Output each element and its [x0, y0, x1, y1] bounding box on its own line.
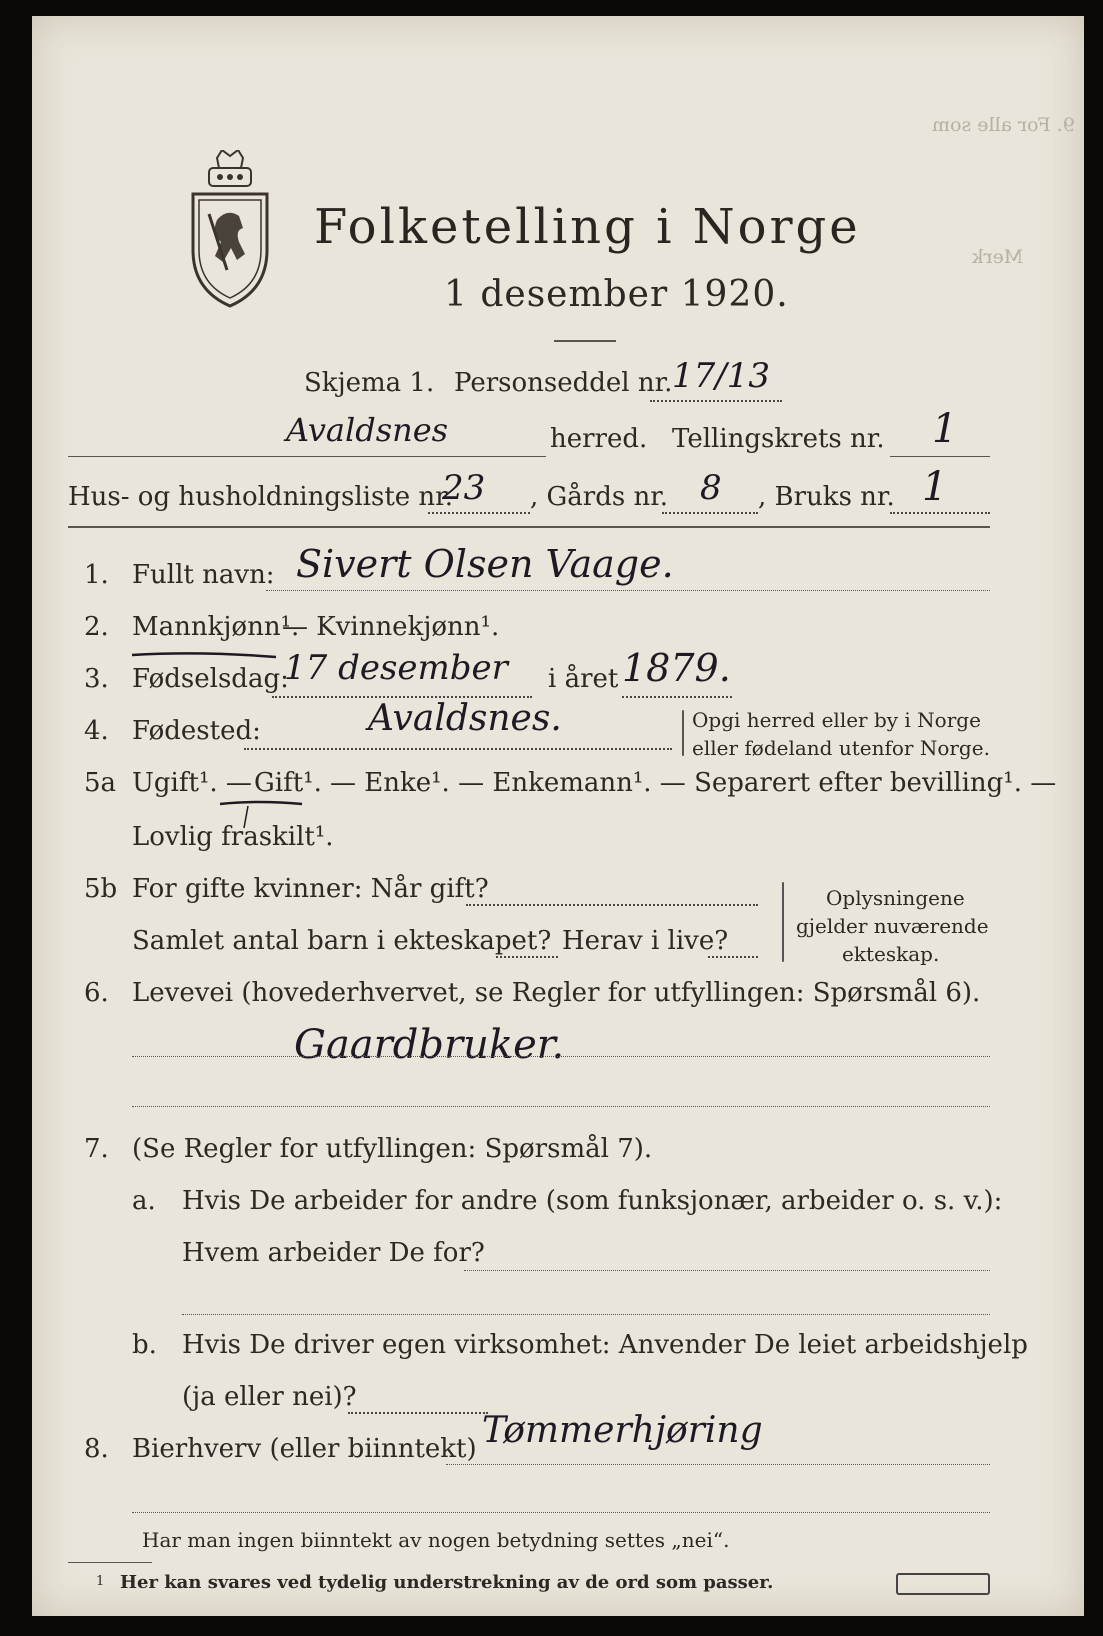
q5b-note-bracket: [782, 882, 784, 962]
q5a-fraskilt-option: Lovlig fraskilt¹.: [132, 822, 334, 852]
census-form-page: [32, 16, 1084, 1616]
tellingskrets-value: 1: [932, 406, 958, 452]
section-divider: [68, 526, 990, 528]
tellingskrets-line: [890, 456, 990, 457]
q5b-number: 5b: [84, 874, 118, 904]
q5b-children-line: [496, 956, 558, 958]
hus-value: 23: [442, 468, 486, 508]
q5a-ugift-option: Ugift¹. —: [132, 768, 252, 798]
q4-note-line1: Opgi herred eller by i Norge: [692, 708, 981, 732]
q2-number: 2.: [84, 612, 109, 642]
q5a-other-options: — Enke¹. — Enkemann¹. — Separert efter bevilling¹. —: [330, 768, 1057, 798]
q8-label: Bierhverv (eller biinntekt): [132, 1434, 477, 1464]
personseddel-label: Personseddel nr.: [454, 368, 673, 398]
hus-line: [428, 512, 530, 514]
q8-line1: [446, 1464, 990, 1465]
q4-note-bracket: [682, 710, 684, 756]
q6-line1: [132, 1056, 990, 1057]
q6-line2: [132, 1106, 990, 1107]
q5b-children-label: Samlet antal barn i ekteskapet?: [132, 926, 552, 956]
q5b-note-line3: ekteskap.: [842, 942, 940, 966]
herred-line: [68, 456, 546, 457]
q2-male-option: Mannkjønn¹.: [132, 612, 300, 642]
form-date: 1 desember 1920.: [444, 274, 789, 315]
q7-label: (Se Regler for utfyllingen: Spørsmål 7).: [132, 1134, 653, 1164]
gards-line: [662, 512, 758, 514]
full-name-value: Sivert Olsen Vaage.: [296, 542, 674, 586]
q4-line: [244, 748, 672, 750]
footnote-divider: [68, 1562, 152, 1563]
underline-mark: [130, 644, 278, 650]
bleed-through-text: 9. For alle som: [932, 114, 1075, 136]
q7b-label: Hvis De driver egen virksomhet: Anvender De leiet arbeidshjelp: [182, 1330, 1028, 1360]
herred-value: Avaldsnes: [286, 411, 449, 449]
bleed-through-text: Merk: [972, 246, 1024, 268]
q2-female-option: — Kvinnekjønn¹.: [282, 612, 500, 642]
q7a-line1: [464, 1270, 990, 1271]
bruks-value: 1: [922, 464, 948, 510]
q8-number: 8.: [84, 1434, 109, 1464]
tellingskrets-label: Tellingskrets nr.: [672, 424, 885, 454]
occupation-value: Gaardbruker.: [294, 1022, 565, 1068]
q1-number: 1.: [84, 560, 109, 590]
q5b-married-line: [466, 904, 758, 906]
q7b-jaeller-label: (ja eller nei)?: [182, 1382, 357, 1412]
q5a-gift-option: Gift¹.: [254, 768, 322, 798]
q4-note-line2: eller fødeland utenfor Norge.: [692, 736, 990, 760]
personseddel-line: [650, 400, 782, 402]
herred-label: herred.: [550, 424, 648, 454]
q3-year-label: i året: [548, 664, 619, 694]
coat-of-arms-icon: [187, 150, 273, 310]
footnote-text: Her kan svares ved tydelig understrekning av de ord som passer.: [120, 1572, 774, 1593]
q6-number: 6.: [84, 978, 109, 1008]
footnote-mark: 1: [96, 1574, 105, 1589]
form-title: Folketelling i Norge: [314, 199, 861, 255]
q6-label: Levevei (hovederhvervet, se Regler for utfyllingen: Spørsmål 6).: [132, 978, 981, 1008]
side-income-value: Tømmerhjøring: [482, 1410, 763, 1451]
gards-value: 8: [700, 468, 722, 508]
gards-label: , Gårds nr.: [530, 482, 669, 512]
q1-line: [266, 590, 990, 591]
q3-year-line: [622, 696, 732, 698]
q8-note: Har man ingen biinntekt av nogen betydning settes „nei“.: [142, 1528, 730, 1552]
printer-stamp: [896, 1573, 990, 1595]
q5b-note-line1: Oplysningene: [826, 886, 965, 910]
birth-date-value: 17 desember: [284, 648, 508, 688]
q7a-line2: [182, 1314, 990, 1315]
q7b-letter: b.: [132, 1330, 157, 1360]
personseddel-value: 17/13: [672, 356, 770, 396]
q7b-line: [348, 1412, 488, 1414]
q7a-letter: a.: [132, 1186, 156, 1216]
q5b-label: For gifte kvinner: Når gift?: [132, 874, 489, 904]
birthplace-value: Avaldsnes.: [368, 698, 562, 739]
bruks-label: , Bruks nr.: [758, 482, 895, 512]
q1-label: Fullt navn:: [132, 560, 275, 590]
birth-year-value: 1879.: [622, 646, 731, 690]
bruks-line: [890, 512, 990, 514]
q7a-label: Hvis De arbeider for andre (som funksjonær, arbeider o. s. v.):: [182, 1186, 1003, 1216]
hus-label: Hus- og husholdningsliste nr.: [68, 482, 454, 512]
q3-number: 3.: [84, 664, 109, 694]
q4-label: Fødested:: [132, 716, 261, 746]
q5b-alive-label: Herav i live?: [562, 926, 729, 956]
q5a-number: 5a: [84, 768, 117, 798]
q7a-employer-label: Hvem arbeider De for?: [182, 1238, 485, 1268]
title-divider: [554, 340, 616, 342]
q8-line2: [132, 1512, 990, 1513]
q4-number: 4.: [84, 716, 109, 746]
q3-label: Fødselsdag:: [132, 664, 289, 694]
q5b-alive-line: [708, 956, 758, 958]
q7-number: 7.: [84, 1134, 109, 1164]
schema-label: Skjema 1.: [304, 368, 435, 398]
q5b-note-line2: gjelder nuværende: [796, 914, 989, 938]
